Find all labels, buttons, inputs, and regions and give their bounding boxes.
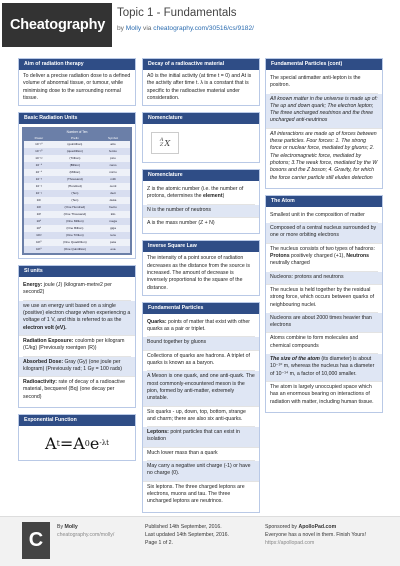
decay-heading: Decay of a radioactive material [143,59,259,70]
symbol-cell: atto [110,142,116,147]
head-prefix: Prefix [71,136,79,141]
decay-box [142,58,260,106]
published-date: Published 14th September, 2016. [145,524,222,530]
cheatography-logo[interactable]: Cheatography [2,3,112,47]
isl-text: The intensity of a point source of radiation decreases as the distance from the source is increased. The amount of decrease is inversely proportional to the square of the distance. [147,255,250,291]
prefix-word-cell: (Hundred) [67,184,82,189]
absorbed-label: Absorbed Dose: [23,358,64,365]
footer-author-name[interactable]: Molly [64,524,78,530]
symbol-cell: deka [109,198,117,203]
units-table-rows [24,141,130,253]
units-table-title: Number of Ten [66,130,88,135]
fpc-positron: The special antimatter anti-lepton is the positron. [270,73,378,94]
head-power: Power [34,136,44,141]
nomenclature-heading: Nomenclature [143,113,259,124]
fpc-body [266,70,382,188]
byline-by: by [117,25,126,32]
units-table-row [24,141,130,148]
power-cell: 10¹⁸ [35,247,42,252]
prefix-word-cell: (One Quadrillion) [63,240,87,245]
aim-heading: Aim of radiation therapy [19,59,135,70]
atom-box [265,195,383,413]
column-1 [18,58,136,467]
aim-text: To deliver a precise radiation dose to a defined volume of abnormal tissue, or tumour, while minimising dose to the surrounding normal tissue. [23,73,131,101]
si-energy [23,280,131,301]
symbol-cell: nano [109,163,117,168]
units-table-row [24,232,130,239]
power-cell: 10¹ [36,198,42,203]
units-body [19,124,135,258]
symbol-cell: hecto [109,205,117,210]
units-table-row [24,155,130,162]
sponsor-line [265,523,366,531]
byline [117,25,254,32]
nomenclature-body [143,181,259,233]
protons-text: positively charged (+1), [289,253,347,260]
notation-a: A [159,137,164,144]
activity-label: Radioactivity: [23,379,58,386]
si-activity [23,377,131,404]
prefix-word-cell: (Ten) [71,191,79,196]
power-cell: 10⁶ [36,219,42,224]
ev-text: we use an energy unit based on a single (positive) electron charge when experiencing a voltage of 1 V, and this is referred to as the [23,302,131,324]
nucleus-text: The nucleus consists of two types of hadrons: [270,245,375,252]
sponsor-url[interactable]: https://apollopad.com [265,540,315,546]
decay-text: A0 is the initial activity (at time t = 0) and At is the activity after time t. λ is a constant that is specific to the radioactive material under consideration. [147,73,252,101]
size-text: (its diameter) is about 10⁻¹⁰ m, whereas the nucleus has a diameter of 10⁻¹⁴ m, a factor of 10,000 smaller. [270,356,375,377]
prefix-word-cell: (Trillion) [69,156,81,161]
page-footer [0,516,400,566]
power-cell: 10⁻³ [35,177,42,182]
units-table [22,127,132,255]
fp-bound: Bound together by gluons [143,337,259,350]
leptons-label: Leptons: [147,429,169,436]
prefix-word-cell: (quintillion) [67,142,83,147]
units-table-row [24,162,130,169]
atom-body [266,207,382,412]
prefix-word-cell: (Million) [69,170,81,175]
fp-six-quarks: Six quarks - up, down, top, bottom, strange and charm; there are also six anti-quarks. [147,407,255,428]
column-2 [142,58,260,519]
footer-author [57,523,114,539]
z-text: Z is the atomic number (i.e. the number of protons, determines the [147,186,244,200]
formula-eq: =A [59,433,85,453]
symbol-cell: kilo [110,212,116,217]
units-table-row [24,218,130,225]
units-table-row [24,197,130,204]
energy-text: joule (J) (kilogram-metre2 per second2) [23,282,112,296]
activity-text: rate of decay of a radioactive material, becquerel (Bq) (one decay per second) [23,379,126,400]
fp-six-leptons: Six leptons. The three charged leptons are electrons, muons and tau. The three uncharged leptons are neutrinos. [147,483,245,505]
avatar[interactable]: C [22,522,50,559]
si-heading: SI units [19,266,135,277]
si-exposure [23,336,131,357]
isl-box [142,240,260,295]
energy-label: Energy: [23,282,43,289]
formula-zero: 0 [84,438,90,448]
power-cell: 10⁻² [35,184,42,189]
power-cell: 10¹⁵ [35,240,42,245]
byline-via: via [141,25,154,32]
fpc-known: All known matter in the universe is made up of: The up and down quark; The electron lepton; The three uncharged neutrinos and the three uncharged anti-neutrinos [266,94,382,129]
symbol-cell: centi [109,184,117,189]
footer-author-url[interactable]: cheatography.com/molly/ [57,532,115,538]
units-table-row [24,211,130,218]
z-end: ) [222,193,225,200]
fp-charge: May carry a negative unit charge (-1) or have no charge (0). [143,461,259,482]
power-cell: 10² [36,205,42,210]
nomen-z [147,184,255,205]
atom-held: The nucleus is held together by the residual strong force, which occurs between quarks of neighbouring nuclei. [270,285,378,313]
prefix-word-cell: (One Billion) [66,226,84,231]
power-cell: 10⁻¹ [35,191,42,196]
power-cell: 10¹² [36,233,42,238]
size-bold: The size of the atom [270,356,320,363]
fp-box [142,302,260,513]
prefix-word-cell: (Billion) [69,163,81,168]
units-table-row [24,225,130,232]
ev-bold: electron volt (eV). [23,324,67,331]
prefix-word-cell: (One Thousand) [63,212,87,217]
units-table-row [24,148,130,155]
si-box [18,265,136,408]
sponsor-text: Everyone has a novel in them. Finish Yours! [265,532,366,538]
symbol-cell: mega [109,219,117,224]
symbol-cell: micro [109,170,117,175]
power-cell: 10⁹ [36,226,42,231]
prefix-word-cell: (One Hundred) [64,205,86,210]
isl-heading: Inverse Square Law [143,241,259,252]
formula-e: e [89,433,100,453]
power-cell: 10⁻¹² [35,156,43,161]
sheet-url-link[interactable]: cheatography.com/30516/cs/9182/ [153,25,254,32]
neutrons-bold: Neutrons [346,253,370,260]
units-table-row [24,190,130,197]
units-table-row [24,176,130,183]
exp-formula [19,426,135,460]
notation-z: Z [159,142,164,149]
footer-by: By [57,524,65,530]
fpc-forces: All interactions are made up of forces between these particles. Four forces: 1. The strong force or nuclear force, mediated by gluons; 2. The electromagnetic force, mediated by photons; 3.The weak force, mediated by the W bosons and the Z boson; 4. Gravity, for which the force carrier particle still eludes detection [270,130,378,181]
exp-box [18,414,136,461]
author-link[interactable]: Molly [125,25,142,32]
page-title: Topic 1 - Fundamentals [117,7,237,19]
exp-heading: Exponential Function [19,415,135,426]
units-table-row [24,239,130,246]
fp-body [143,314,259,512]
units-heading: Basic Radiation Units [19,113,135,124]
symbol-cell: giga [110,226,116,231]
fp-heading: Fundamental Particles [143,303,259,314]
nomenclature-notation-image [151,132,179,154]
formula-t: t [56,438,60,448]
prefix-word-cell: (Ten) [71,198,79,203]
notation-x: X [164,138,171,148]
units-table-row [24,183,130,190]
prefix-word-cell: (One Trillion) [66,233,84,238]
prefix-word-cell: (One Quintillion) [63,247,87,252]
units-table-row [24,246,130,253]
symbol-cell: milli [110,177,116,182]
sponsor-label: Sponsored by [265,524,299,530]
absorbed-text: Gray (Gy) (one joule per kilogram) (Previously rad; 1 Gy = 100 rads) [23,358,123,372]
nomenclature-image-box [142,112,260,163]
power-cell: 10⁻⁶ [35,170,43,175]
page-header [0,0,400,50]
prefix-word-cell: (quadrillion) [66,149,83,154]
atom-heading: The Atom [266,196,382,207]
nomenclature-image-area [143,124,259,162]
aim-box [18,58,136,106]
quarks-text: points of matter that exist with other quarks as a pair or triplet. [147,318,250,333]
fp-lighter: Much lower mass than a quark [147,448,255,461]
atom-size [266,354,382,382]
symbol-cell: peta [110,240,117,245]
si-body [19,277,135,407]
nomenclature-text-box [142,169,260,234]
atom-empty: The atom is largely unoccupied space which has an enormous bearing on interactions of radiation with matter, including human tissue. [270,383,374,405]
nomen-n: N is the number of neutrons [143,205,259,218]
quarks-label: Quarks: [147,318,167,325]
symbol-cell: exa [110,247,116,252]
protons-bold: Protons [270,253,290,260]
power-cell: 10⁻⁹ [35,163,43,168]
symbol-cell: deci [110,191,116,196]
power-cell: 10⁻¹⁸ [35,142,43,147]
footer-sponsor [265,523,366,547]
column-3 [265,58,383,419]
units-table-row [24,169,130,176]
fp-quarks [147,317,255,338]
prefix-word-cell: (Thousand) [66,177,83,182]
footer-by-line [57,523,114,531]
formula-exponent: -λt [99,439,109,448]
updated-date: Last updated 14th September, 2016. [145,532,229,538]
fpc-heading: Fundamental Particles (cont) [266,59,382,70]
footer-publish-info [145,523,229,547]
si-absorbed [19,357,135,378]
symbol-cell: tera [110,233,116,238]
sponsor-name[interactable]: ApolloPad.com [298,524,337,530]
units-box [18,112,136,259]
symbol-cell: femto [109,149,117,154]
fp-meson: A Meson is one quark, and one anti-quark. The most commonly-encountered meson is the pion, formed by anti-matter, extremely unstable. [143,371,259,406]
atom-combine: Atoms combine to form molecules and chemical compounds [270,333,378,354]
nomen-a: A is the mass number (Z + N) [147,220,215,227]
head-symbol: Symbol [108,136,119,141]
si-ev [19,301,135,336]
symbol-cell: pico [110,156,116,161]
exposure-label: Radiation Exposure: [23,337,74,344]
power-cell: 10³ [36,212,42,217]
atom-heavier: Nucleons are about 2000 times heavier than electrons [266,313,382,334]
fpc-box [265,58,383,189]
fp-hadrons: Collections of quarks are hadrons. A triplet of quarks is known as a baryon. [147,351,255,372]
leptons-text: point particles that can exist in isolation [147,429,240,443]
exposure-text: coulomb per kilogram (C/kg) (Previously roentgen (R)) [23,337,125,352]
atom-composed: Composed of a central nucleus surrounded by one or more orbiting electrons [266,223,382,244]
page-number: Page 1 of 2. [145,540,173,546]
atom-nucleus [270,244,378,272]
formula-a: A [45,433,57,453]
fp-leptons [143,427,259,448]
atom-nucleons: Nucleons: protons and neutrons [266,272,382,285]
units-table-row [24,204,130,211]
atom-smallest: Smallest unit in the composition of matter [270,210,378,223]
nomenclature-heading-2: Nomenclature [143,170,259,181]
prefix-word-cell: (One Million) [66,219,84,224]
z-bold: element [202,193,223,200]
neutrons-text: neutrally charged [270,260,310,267]
power-cell: 10⁻¹⁵ [35,149,43,154]
